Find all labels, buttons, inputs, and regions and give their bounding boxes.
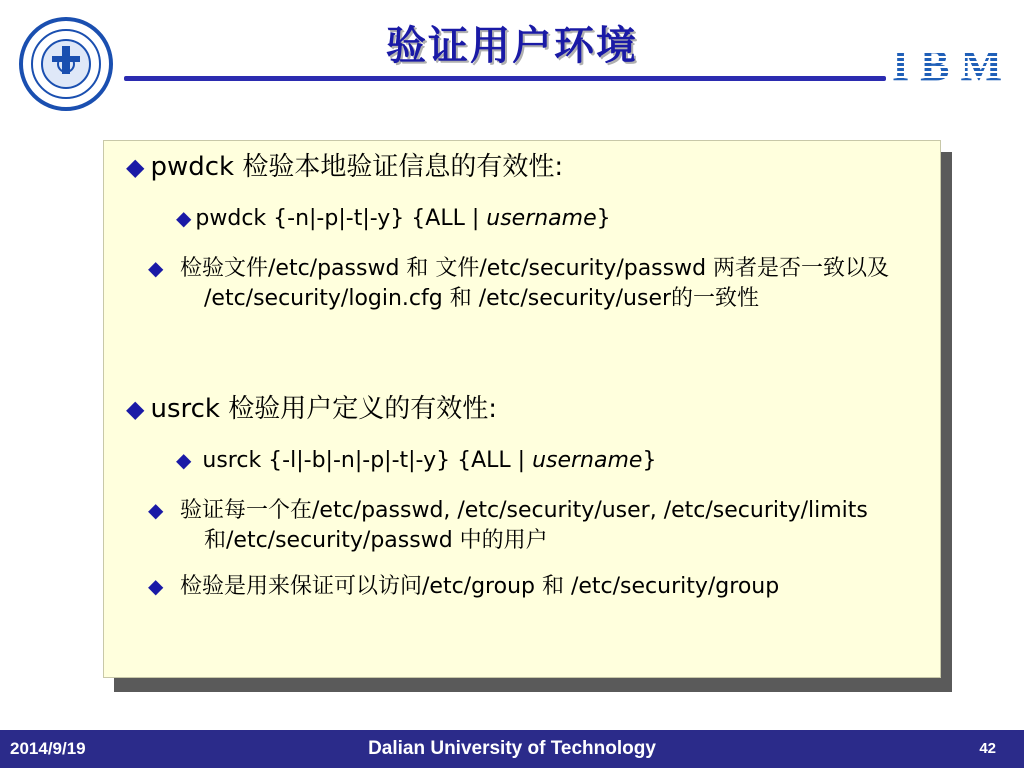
section-heading: ◆ pwdck 检验本地验证信息的有效性: bbox=[126, 152, 564, 182]
content-panel bbox=[103, 140, 941, 678]
ibm-logo-icon bbox=[888, 38, 1010, 88]
diamond-bullet-icon: ◆ bbox=[126, 395, 145, 423]
section-heading: ◆ usrck 检验用户定义的有效性: bbox=[126, 394, 497, 424]
diamond-bullet-icon: ◆ bbox=[126, 153, 145, 181]
diamond-bullet-icon: ◆ bbox=[176, 448, 192, 472]
footer-date: 2014/9/19 bbox=[10, 739, 86, 758]
svg-text:IBM: IBM bbox=[892, 41, 1002, 88]
diamond-bullet-icon: ◆ bbox=[176, 206, 192, 230]
list-item: ◆ 检验是用来保证可以访问/etc/group 和 /etc/security/group bbox=[148, 574, 780, 599]
list-item: ◆ pwdck {-n|-p|-t|-y} {ALL | username} bbox=[176, 203, 916, 234]
list-item: ◆ 验证每一个在/etc/passwd, /etc/security/user, /etc/security/limits 和/etc/security/passwd 中的用户 bbox=[148, 498, 868, 553]
footer-organization: Dalian University of Technology bbox=[368, 738, 656, 759]
list-item: ◆ 检验文件/etc/passwd 和 文件/etc/security/passwd 两者是否一致以及 /etc/security/login.cfg 和 /etc/security/user的一致性 bbox=[148, 256, 890, 311]
title-underline bbox=[124, 76, 886, 81]
page-number: 42 bbox=[979, 740, 996, 757]
list-item: ◆ usrck {-l|-b|-n|-p|-t|-y} {ALL | username} bbox=[176, 445, 916, 476]
slide-title: 验证用户环境 bbox=[386, 23, 638, 69]
footer-bar bbox=[0, 730, 1024, 768]
ibm-logo bbox=[888, 38, 1010, 88]
